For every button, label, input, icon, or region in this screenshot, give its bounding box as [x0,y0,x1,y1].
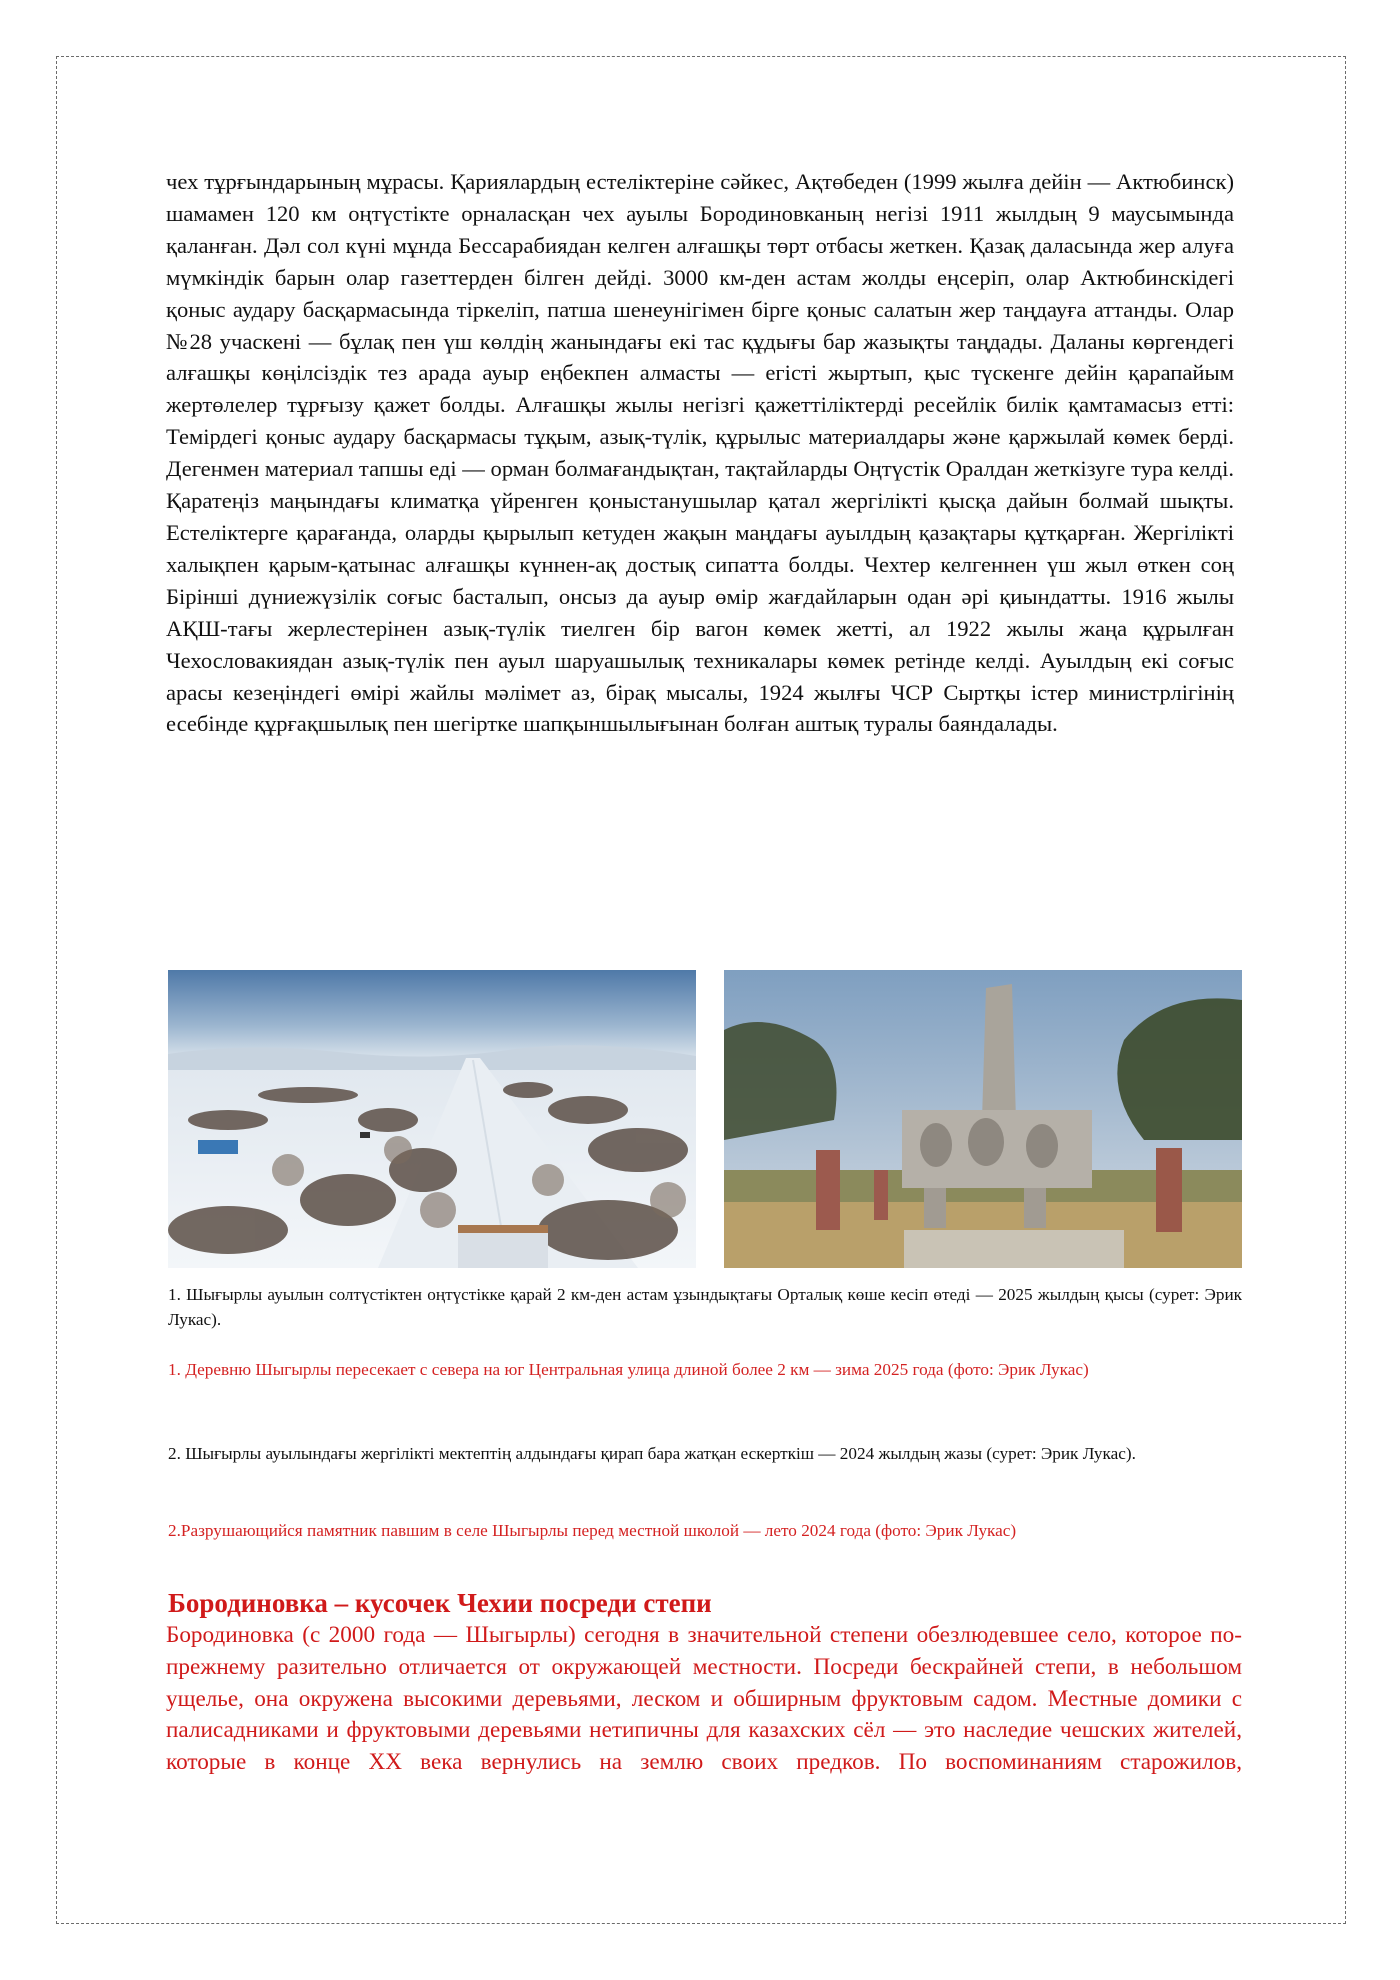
caption-1-kazakh: 1. Шығырлы ауылын солтүстіктен оңтүстікке қарай 2 км-ден астам ұзындықтағы Орталық көше кесіп өтеді — 2025 жылдың қысы (сурет: Эрик Лукас). [168,1285,1242,1329]
caption-2-russian: 2.Разрушающийся памятник павшим в селе Шыгырлы перед местной школой — лето 2024 года (фото: Эрик Лукас) [168,1521,1017,1540]
war-memorial-photo [724,970,1242,1268]
winter-village-photo [168,970,696,1268]
russian-body-paragraph: Бородиновка (с 2000 года — Шыгырлы) сегодня в значительной степени обезлюдевшее село, которое по-прежнему разительно отличается от окружающей местности. Посреди бескрайней степи, в небольшом ущелье, она окружена высокими деревьями, леском и обширным фруктовым садом. Местные домики с палисадниками и фруктовыми деревьями нетипичны для казахских сёл — это наследие чешских жителей, которые в конце XX века вернулись на землю своих предков. По воспоминаниям старожилов, [166,1622,1242,1776]
caption-2-kazakh: 2. Шығырлы ауылындағы жергілікті мектептің алдындағы қирап бара жатқан ескерткіш — 2024 жылдың жазы (сурет: Эрик Лукас). [168,1444,1136,1463]
section-heading: Бородиновка – кусочек Чехии посреди степи [168,1588,712,1618]
kazakh-body-paragraph: чех тұрғындарының мұрасы. Қариялардың естеліктеріне сәйкес, Ақтөбеден (1999 жылға дейін — Актюбинск) шамамен 120 км оңтүстікте орналасқан чех ауылы Бородиновканың негізі 1911 жылдың 9 маусымында қаланған. Дәл сол күні мұнда Бессарабиядан келген алғашқы төрт отбасы жеткен. Қазақ даласында жер алуға мүмкіндік барын олар газеттерден білген дейді. 3000 км-ден астам жолды еңсеріп, олар Актюбинскідегі қоныс аудару басқармасында тіркеліп, патша шенеунігімен бірге қоныс салатын жер таңдауға аттанды. Олар №28 учаскені — бұлақ пен үш көлдің жанындағы екі тас құдығы бар жазықты таңдады. Даланы көргендегі алғашқы көңілсіздік тез арада ауыр еңбекпен алмасты — егісті жыртып, қыс түскенге дейін қарапайым жертөлелер тұрғызу қажет болды. Алғашқы жылы негізгі қажеттіліктерді ресейлік билік қамтамасыз етті: Темірдегі қоныс аудару басқармасы тұқым, азық-түлік, құрылыс материалдары және қаржылай көмек берді. Дегенмен материал тапшы еді — орман болмағандықтан, тақтайларды Оңтүстік Оралдан жеткізуге тура келді. Қаратеңіз маңындағы климатқа үйренген қоныстанушылар қатал жергілікті қысқа дайын болмай шықты. Естеліктерге қарағанда, оларды қырылып кетуден жақын маңдағы ауылдың қазақтары құтқарған. Жергілікті халықпен қарым-қатынас алғашқы күннен-ақ достық сипатта болды. Чехтер келгеннен үш жыл өткен соң Бірінші дүниежүзілік соғыс басталып, онсыз да ауыр өмір жағдайларын одан әрі қиындатты. 1916 жылы АҚШ-тағы жерлестерінен азық-түлік тиелген бір вагон көмек жетті, ал 1922 жылы жаңа құрылған Чехословакиядан азық-түлік пен ауыл шаруашылық техникалары көмек ретінде келді. Ауылдың екі соғыс арасы кезеңіндегі өмірі жайлы мәлімет аз, бірақ мысалы, 1924 жылғы ЧСР Сыртқы істер министрлігінің есебінде құрғақшылық пен шегіртке шапқыншылығынан болған аштық туралы баяндалады. [166,169,1234,737]
caption-1-russian: 1. Деревню Шыгырлы пересекает с севера на юг Центральная улица длиной более 2 км — зима 2025 года (фото: Эрик Лукас) [168,1360,1089,1379]
